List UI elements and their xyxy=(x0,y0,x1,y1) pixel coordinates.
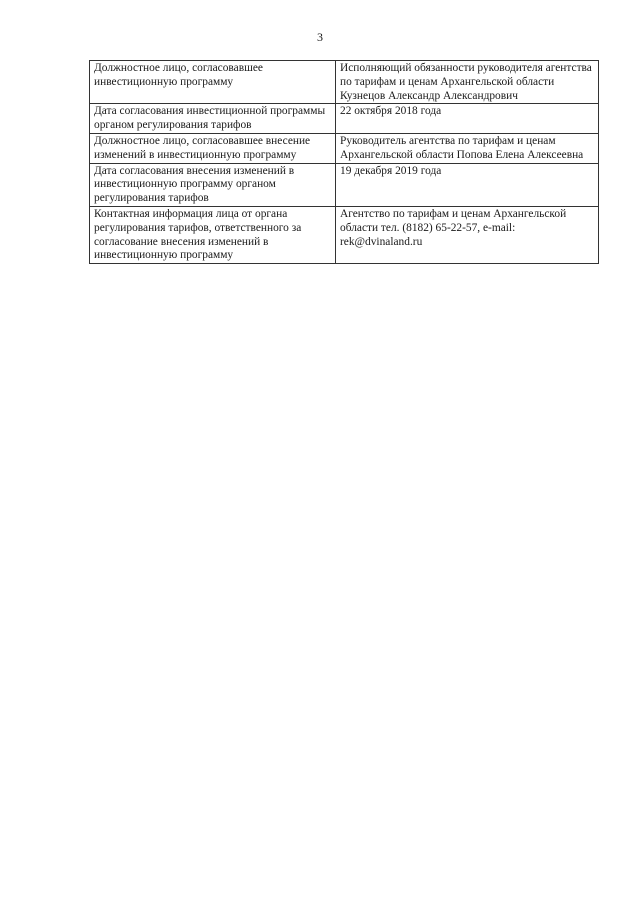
row-label: Контактная информация лица от органа регулирования тарифов, ответственного за согласование внесения изменений в инвестиционную программу xyxy=(90,206,336,263)
row-label: Дата согласования инвестиционной программы органом регулирования тарифов xyxy=(90,104,336,134)
row-value: Исполняющий обязанности руководителя агентства по тарифам и ценам Архангельской области Кузнецов Александр Александрович xyxy=(336,61,599,104)
table-row xyxy=(90,133,599,163)
row-label: Должностное лицо, согласовавшее инвестиционную программу xyxy=(90,61,336,104)
info-table xyxy=(89,60,599,264)
row-value: Руководитель агентства по тарифам и ценам Архангельской области Попова Елена Алексеевна xyxy=(336,133,599,163)
table-row xyxy=(90,104,599,134)
row-label: Дата согласования внесения изменений в инвестиционную программу органом регулирования тарифов xyxy=(90,163,336,206)
table-row xyxy=(90,61,599,104)
table-row xyxy=(90,163,599,206)
page-number: 3 xyxy=(317,30,323,44)
row-label: Должностное лицо, согласовавшее внесение изменений в инвестиционную программу xyxy=(90,133,336,163)
row-value: 22 октября 2018 года xyxy=(336,104,599,134)
row-value: Агентство по тарифам и ценам Архангельской области тел. (8182) 65-22-57, e-mail: rek@dvinaland.ru xyxy=(336,206,599,263)
row-value: 19 декабря 2019 года xyxy=(336,163,599,206)
table-row xyxy=(90,206,599,263)
